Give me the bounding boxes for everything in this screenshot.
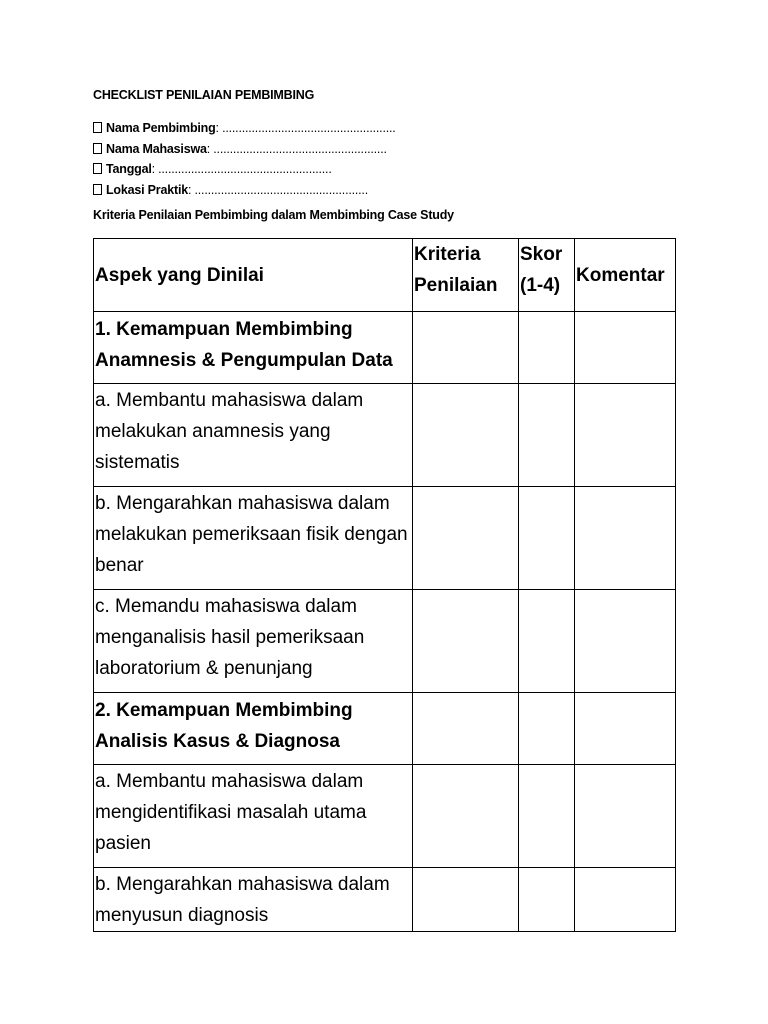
komentar-cell[interactable]: [575, 590, 676, 693]
aspek-cell: c. Memandu mahasiswa dalam menganalisis hasil pemeriksaan laboratorium & penunjang: [94, 590, 413, 693]
skor-cell[interactable]: [519, 868, 575, 932]
kriteria-cell[interactable]: [413, 384, 519, 487]
aspek-cell: b. Mengarahkan mahasiswa dalam menyusun diagnosis: [94, 868, 413, 932]
table-row: [94, 384, 676, 487]
criteria-heading: Kriteria Penilaian Pembimbing dalam Membimbing Case Study: [93, 208, 454, 222]
aspek-cell: 1. Kemampuan Membimbing Anamnesis & Pengumpulan Data: [94, 312, 413, 384]
field-value: : .....................................................: [215, 121, 396, 135]
skor-cell[interactable]: [519, 765, 575, 868]
skor-cell[interactable]: [519, 312, 575, 384]
table-row: [94, 487, 676, 590]
kriteria-cell[interactable]: [413, 693, 519, 765]
skor-cell[interactable]: [519, 487, 575, 590]
skor-cell[interactable]: [519, 590, 575, 693]
komentar-cell[interactable]: [575, 384, 676, 487]
field-tanggal: [93, 159, 396, 180]
table-row: [94, 693, 676, 765]
kriteria-cell[interactable]: [413, 765, 519, 868]
field-lokasi-praktik: [93, 180, 396, 201]
table-header-row: [94, 239, 676, 312]
checkbox-bullet-icon: [93, 184, 102, 195]
field-label: Nama Pembimbing: [106, 121, 216, 135]
table-row: [94, 312, 676, 384]
checkbox-bullet-icon: [93, 122, 102, 133]
checkbox-bullet-icon: [93, 163, 102, 174]
aspek-cell: a. Membantu mahasiswa dalam melakukan anamnesis yang sistematis: [94, 384, 413, 487]
kriteria-cell[interactable]: [413, 868, 519, 932]
header-komentar: Komentar: [575, 239, 676, 312]
kriteria-cell[interactable]: [413, 487, 519, 590]
kriteria-cell[interactable]: [413, 590, 519, 693]
komentar-cell[interactable]: [575, 487, 676, 590]
table-row: [94, 868, 676, 932]
field-value: : .....................................................: [151, 162, 332, 176]
skor-cell[interactable]: [519, 384, 575, 487]
checkbox-bullet-icon: [93, 143, 102, 154]
header-kriteria: Kriteria Penilaian: [413, 239, 519, 312]
field-value: : .....................................................: [206, 141, 387, 156]
komentar-cell[interactable]: [575, 765, 676, 868]
field-label: Lokasi Praktik: [106, 182, 188, 197]
table-row: [94, 765, 676, 868]
field-label: Tanggal: [106, 162, 152, 176]
identity-fields: [93, 118, 396, 200]
table-row: [94, 590, 676, 693]
header-aspek: Aspek yang Dinilai: [94, 239, 413, 312]
komentar-cell[interactable]: [575, 868, 676, 932]
aspek-cell: 2. Kemampuan Membimbing Analisis Kasus & Diagnosa: [94, 693, 413, 765]
aspek-cell: a. Membantu mahasiswa dalam mengidentifikasi masalah utama pasien: [94, 765, 413, 868]
komentar-cell[interactable]: [575, 312, 676, 384]
field-label: Nama Mahasiswa: [106, 141, 207, 156]
page-title: CHECKLIST PENILAIAN PEMBIMBING: [93, 88, 315, 102]
field-nama-pembimbing: [93, 118, 396, 139]
komentar-cell[interactable]: [575, 693, 676, 765]
skor-cell[interactable]: [519, 693, 575, 765]
header-skor: Skor (1-4): [519, 239, 575, 312]
evaluation-table: [93, 238, 676, 932]
field-value: : .....................................................: [187, 182, 368, 197]
kriteria-cell[interactable]: [413, 312, 519, 384]
aspek-cell: b. Mengarahkan mahasiswa dalam melakukan pemeriksaan fisik dengan benar: [94, 487, 413, 590]
field-nama-mahasiswa: [93, 139, 396, 160]
